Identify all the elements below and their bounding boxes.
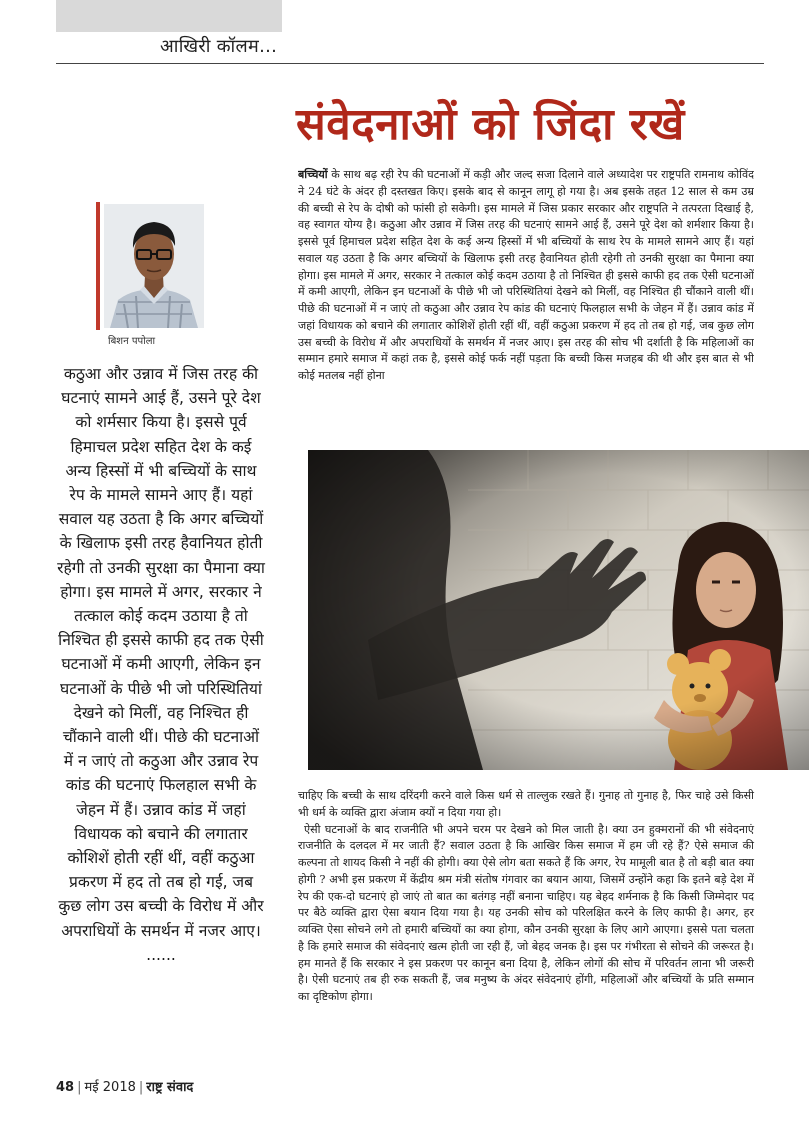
publication-name: राष्ट्र संवाद	[146, 1080, 194, 1095]
body-paragraph	[298, 167, 754, 385]
header-divider	[56, 63, 764, 64]
body-paragraph: ऐसी घटनाओं के बाद राजनीति भी अपने चरम पर देखने को मिल जाती है। क्या उन हुक्मरानों की भी संवेदनाएं राजनीति के दलदल में मर जाती हैं? सवाल उठता है कि आखिर किस समाज में हम जी रहे हैं? ऐसे समाज की कल्पना तो शायद किसी ने नहीं की होगी। क्या ऐसे लोग बता सकते हैं कि अगर, रेप मामूली बात है तो बड़ी बात क्या होगी ? अभी इस प्रकरण में केंद्रीय श्रम मंत्री संतोष गंगवार का बयान आया, जिसमें उन्होंने कहा कि इतने बड़े देश में रेप की एक-दो घटनाएं हो जाएं तो बात का बतंगड़ नहीं बनाना चाहिए। यह बेहद शर्मनाक है कि किसी जिम्मेदार पद पर बैठे व्यक्ति द्वारा ऐसा बयान दिया गया है। यह उनकी सोच को परिलक्षित करने के लिए काफी है। अगर, हर व्यक्ति ऐसा सोचने लगे तो हमारी बच्चियों का क्या होगा, कौन उनकी सुरक्षा के लिए आगे आएगा। इससे पता चलता है कि हमारे समाज की संवेदनाएं खत्म होती जा रही हैं, जो बेहद जनक है। इस पर गंभीरता से सोचने की जरूरत है। हम मानते हैं कि सरकार ने इस प्रकरण पर कानून बना दिया है, लेकिन लोगों की सोच में परिवर्तन लाना भी जरूरी है। ऐसी घटनाएं तब ही रुक सकती हैं, जब मनुष्य के अंदर संवेदनाएं होंगी, महिलाओं और बच्चियों के प्रति सम्मान का दृष्टिकोण होगा।	[298, 822, 754, 1003]
article-body-bottom	[298, 788, 754, 1006]
footer-separator: |	[77, 1080, 82, 1095]
pull-quote: कठुआ और उन्नाव में जिस तरह की घटनाएं सामने आई हैं, उसने पूरे देश को शर्मसार किया है। इससे पूर्व हिमाचल प्रदेश सहित देश के कई अन्य हिस्सों में भी बच्चियों के साथ रेप के मामले सामने आए हैं। यहां सवाल यह उठता है कि अगर बच्चियों के खिलाफ इसी तरह हैवानियत होती रहेगी तो उनकी सुरक्षा का पैमाना क्या होगा। इस मामले में अगर, सरकार ने तत्काल कोई कदम उठाया है तो निश्चित ही इससे काफी हद तक ऐसी घटनाओं में कमी आएगी, लेकिन इन घटनाओं के पीछे भी जो परिस्थितियां देखने को मिलीं, वह निश्चित ही चौंकाने वाली थीं। पीछे की घटनाओं में न जाएं तो कठुआ और उन्नाव रेप कांड की घटनाएं फिलहाल सभी के जेहन में हैं। उन्नाव कांड में जहां विधायक को बचाने की लगातार कोशिशें होती रहीं थीं, वहीं कठुआ प्रकरण में हद तो तब हो गई, जब कुछ लोग उस बच्ची के विरोध में और अपराधियों के समर्थन में नजर आए। ......	[57, 365, 265, 964]
issue-date: मई 2018	[84, 1080, 136, 1095]
author-caption: बिशन पपोला	[108, 336, 156, 347]
article-title: संवेदनाओं को जिंदा रखें	[296, 99, 685, 150]
body-text: के साथ बढ़ रही रेप की घटनाओं में कड़ी और जल्द सजा दिलाने वाले अध्यादेश पर राष्ट्रपति रामनाथ कोविंद ने 24 घंटे के अंदर ही दस्तखत किए। इसके बाद से कानून लागू हो गया है। अब इसके तहत 12 साल से कम उम्र की बच्ची से रेप के दोषी को फांसी हो सकेगी। इस मामले में जिस प्रकार सरकार और राष्ट्रपति ने तत्परता दिखाई है, वह स्वागत योग्य है। कठुआ और उन्नाव में जिस तरह की घटनाएं सामने आई हैं, उसने पूरे देश को शर्मशार किया है। इससे पूर्व हिमाचल प्रदेश सहित देश के कई अन्य हिस्सों में भी बच्चियों के साथ रेप के मामले सामने आए हैं। यहां सवाल यह उठता है कि अगर बच्चियों के खिलाफ इसी तरह हैवानियत होती रहेगी तो उनकी सुरक्षा का पैमाना क्या होगा। इस मामले में अगर, सरकार ने तत्काल कोई कदम उठाया है तो निश्चित ही इससे काफी हद तक ऐसी घटनाओं में कमी आएगी, लेकिन इन घटनाओं के पीछे भी जो परिस्थितियां देखने को मिलीं, वह निश्चित ही चौंकाने वाली थीं। पीछे की घटनाओं में न जाएं तो कठुआ और उन्नाव रेप कांड की घटनाएं फिलहाल सभी के जेहन में हैं। उन्नाव कांड में जहां विधायक को बचाने की लगातार कोशिशें होती रहीं थीं, वहीं कठुआ प्रकरण में हद तो तब हो गई, जब कुछ लोग उस बच्ची के विरोध में और अपराधियों के समर्थन में नजर आए। इस तरह की सोच भी दर्शाती है कि महिलाओं का सम्मान हमारे समाज में कहां तक है, इससे कोई फर्क नहीं पड़ता कि बच्ची किस मजहब की थी और इस बात से भी कोई मतलब नहीं होना	[298, 168, 754, 382]
article-body-top	[298, 167, 754, 449]
hero-illustration	[308, 450, 809, 770]
author-photo	[104, 204, 204, 328]
lead-word: बच्चियों	[298, 168, 328, 181]
author-photo-accent	[96, 202, 100, 330]
section-label: आखिरी कॉलम...	[160, 36, 278, 57]
body-paragraph: चाहिए कि बच्ची के साथ दरिंदगी करने वाले किस धर्म से ताल्लुक रखते हैं। गुनाह तो गुनाह है, फिर चाहे उसे किसी भी धर्म के व्यक्ति द्वारा अंजाम क्यों न दिया गया हो।	[298, 789, 754, 819]
header-tab-bar	[56, 0, 282, 32]
page-number: 48	[56, 1080, 75, 1095]
footer-separator: |	[138, 1080, 144, 1095]
shadow-hand-child-image	[308, 450, 809, 770]
page-footer	[56, 1077, 193, 1095]
author-portrait-image	[104, 204, 204, 328]
